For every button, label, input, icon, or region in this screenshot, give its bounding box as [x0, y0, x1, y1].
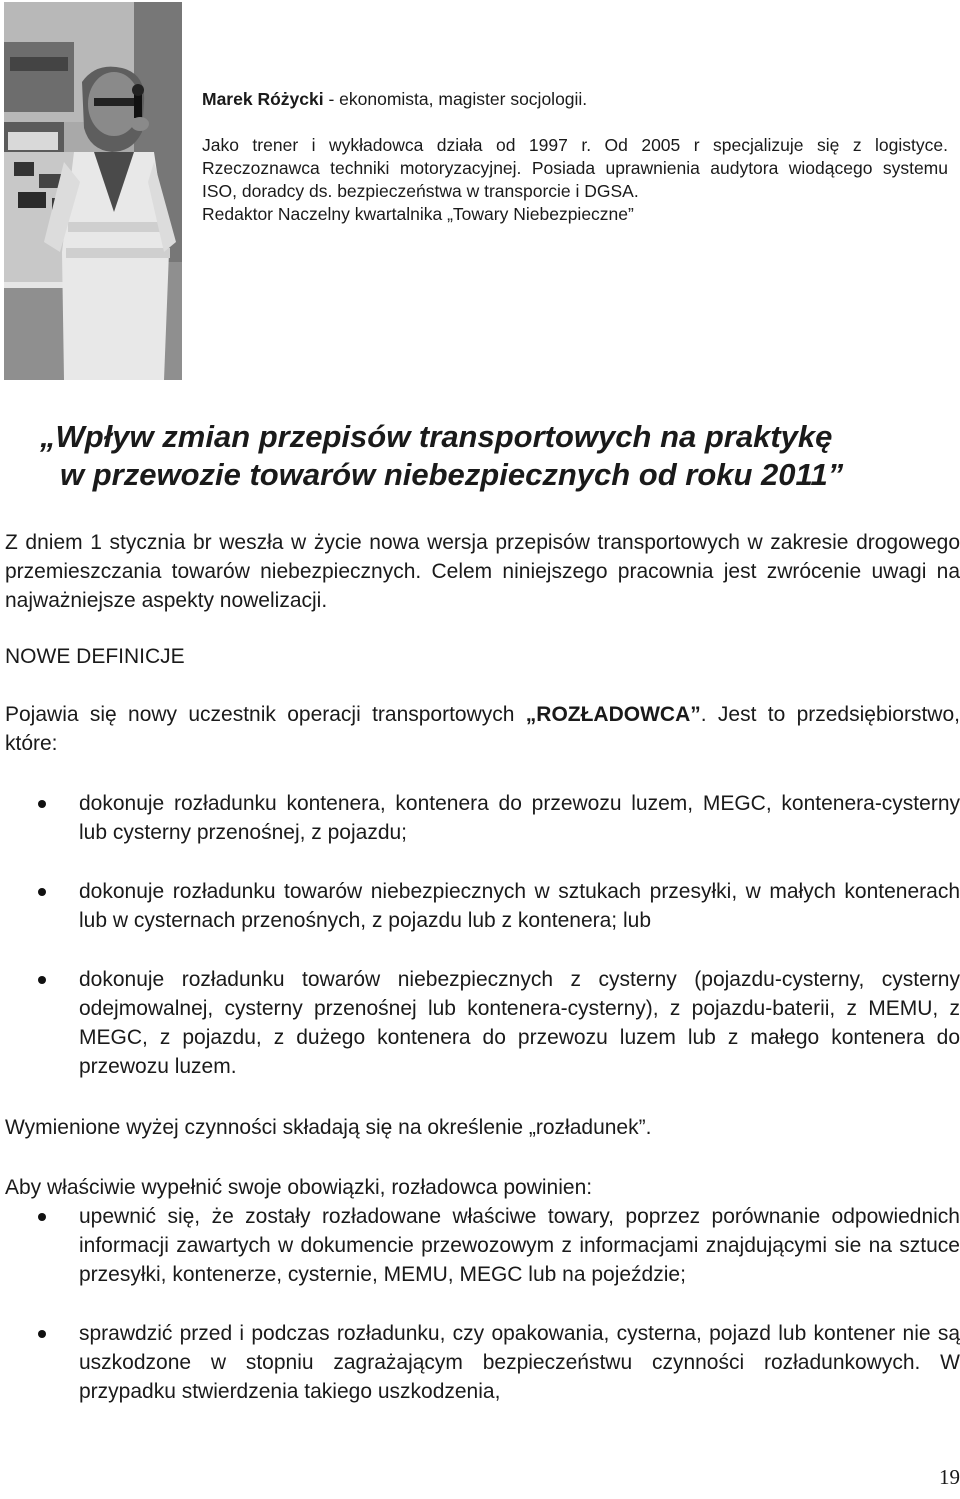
author-name: Marek Różycki [202, 89, 324, 109]
bullet-icon [38, 976, 46, 984]
list-item-text: dokonuje rozładunku kontenera, kontenera do przewozu luzem, MEGC, kontenera-cysterny lub cysterny przenośnej, z pojazdu; [79, 792, 960, 844]
duties-lead: Aby właściwie wypełnić swoje obowiązki, rozładowca powinien: [5, 1176, 593, 1199]
article-title-line-2: w przewozie towarów niebezpiecznych od roku 2011” [60, 457, 844, 492]
author-bio-editor: Redaktor Naczelny kwartalnika „Towary Niebezpieczne” [202, 204, 634, 224]
definition-lead: Pojawia się nowy uczestnik operacji transportowych [5, 703, 526, 726]
list-item-text: dokonuje rozładunku towarów niebezpiecznych z cysterny (pojazdu-cysterny, cysterny odejmowalnej, cysterny przenośnej lub kontenera-cysterny), z pojazdu-baterii, z MEMU, z MEGC, z pojazdu, z dużego kontenera do przewozu luzem lub z małego kontenera do przewozu luzem. [79, 968, 960, 1078]
bullet-icon [38, 800, 46, 808]
section-heading: NOWE DEFINICJE [5, 645, 185, 668]
summary-paragraph: Wymienione wyżej czynności składają się na określenie „rozładunek”. [5, 1116, 652, 1139]
definition-term: „ROZŁADOWCA” [525, 703, 701, 726]
list-item [0, 965, 960, 1081]
list-item-text: sprawdzić przed i podczas rozładunku, czy opakowania, cysterna, pojazd lub kontener nie są uszkodzone w stopniu zagrażającym bezpieczeństwu czynności rozładunkowych. W przypadku stwierdzenia takiego uszkodzenia, [79, 1322, 960, 1403]
duties-lead-container [5, 1173, 960, 1202]
duties-list [0, 1202, 960, 1406]
bullet-icon [38, 888, 46, 896]
author-bio-text: Jako trener i wykładowca działa od 1997 r. Od 2005 r specjalizuje się z logistyce. Rzeczoznawca techniki motoryzacyjnej. Posiada uprawnienia audytora wiodącego systemu ISO, doradcy ds. bezpieczeństwa w transporcie i DGSA. [202, 135, 948, 201]
author-name-line [202, 88, 948, 111]
author-title: - ekonomista, magister socjologii. [323, 89, 588, 109]
article-title-line-1: „Wpływ zmian przepisów transportowych na praktykę [40, 419, 833, 454]
list-item-text: upewnić się, że zostały rozładowane właściwe towary, poprzez porównanie odpowiednich informacji zawartych w dokumencie przewozowym z informacjami znajdującymi sie na sztuce przesyłki, kontenerze, cysternie, MEMU, MEGC lub na pojeździe; [79, 1205, 960, 1286]
bullet-icon [38, 1330, 46, 1338]
list-item [0, 1319, 960, 1406]
list-item [0, 877, 960, 935]
author-photo [4, 2, 182, 380]
intro-paragraph: Z dniem 1 stycznia br weszła w życie nowa wersja przepisów transportowych w zakresie drogowego przemieszczania towarów niebezpiecznych. Celem niniejszego pracownia jest zwrócenie uwagi na najważniejsze aspekty nowelizacji. [5, 531, 960, 612]
bullet-icon [38, 1213, 46, 1221]
author-bio [202, 88, 948, 226]
page-number: 19 [939, 1465, 960, 1489]
article-title [40, 418, 950, 494]
list-item [0, 789, 960, 847]
list-item-text: dokonuje rozładunku towarów niebezpiecznych w sztukach przesyłki, w małych kontenerach lub w cysternach przenośnych, z pojazdu lub z kontenera; lub [79, 880, 960, 932]
definition-tail: . Jest to przedsiębiorstwo, które: [5, 703, 960, 755]
intro-paragraph-container [5, 528, 960, 615]
summary-container [5, 1113, 960, 1142]
unloader-list [0, 789, 960, 1081]
definition-paragraph [5, 700, 960, 758]
definition-paragraph-container [5, 700, 960, 758]
list-item [0, 1202, 960, 1289]
